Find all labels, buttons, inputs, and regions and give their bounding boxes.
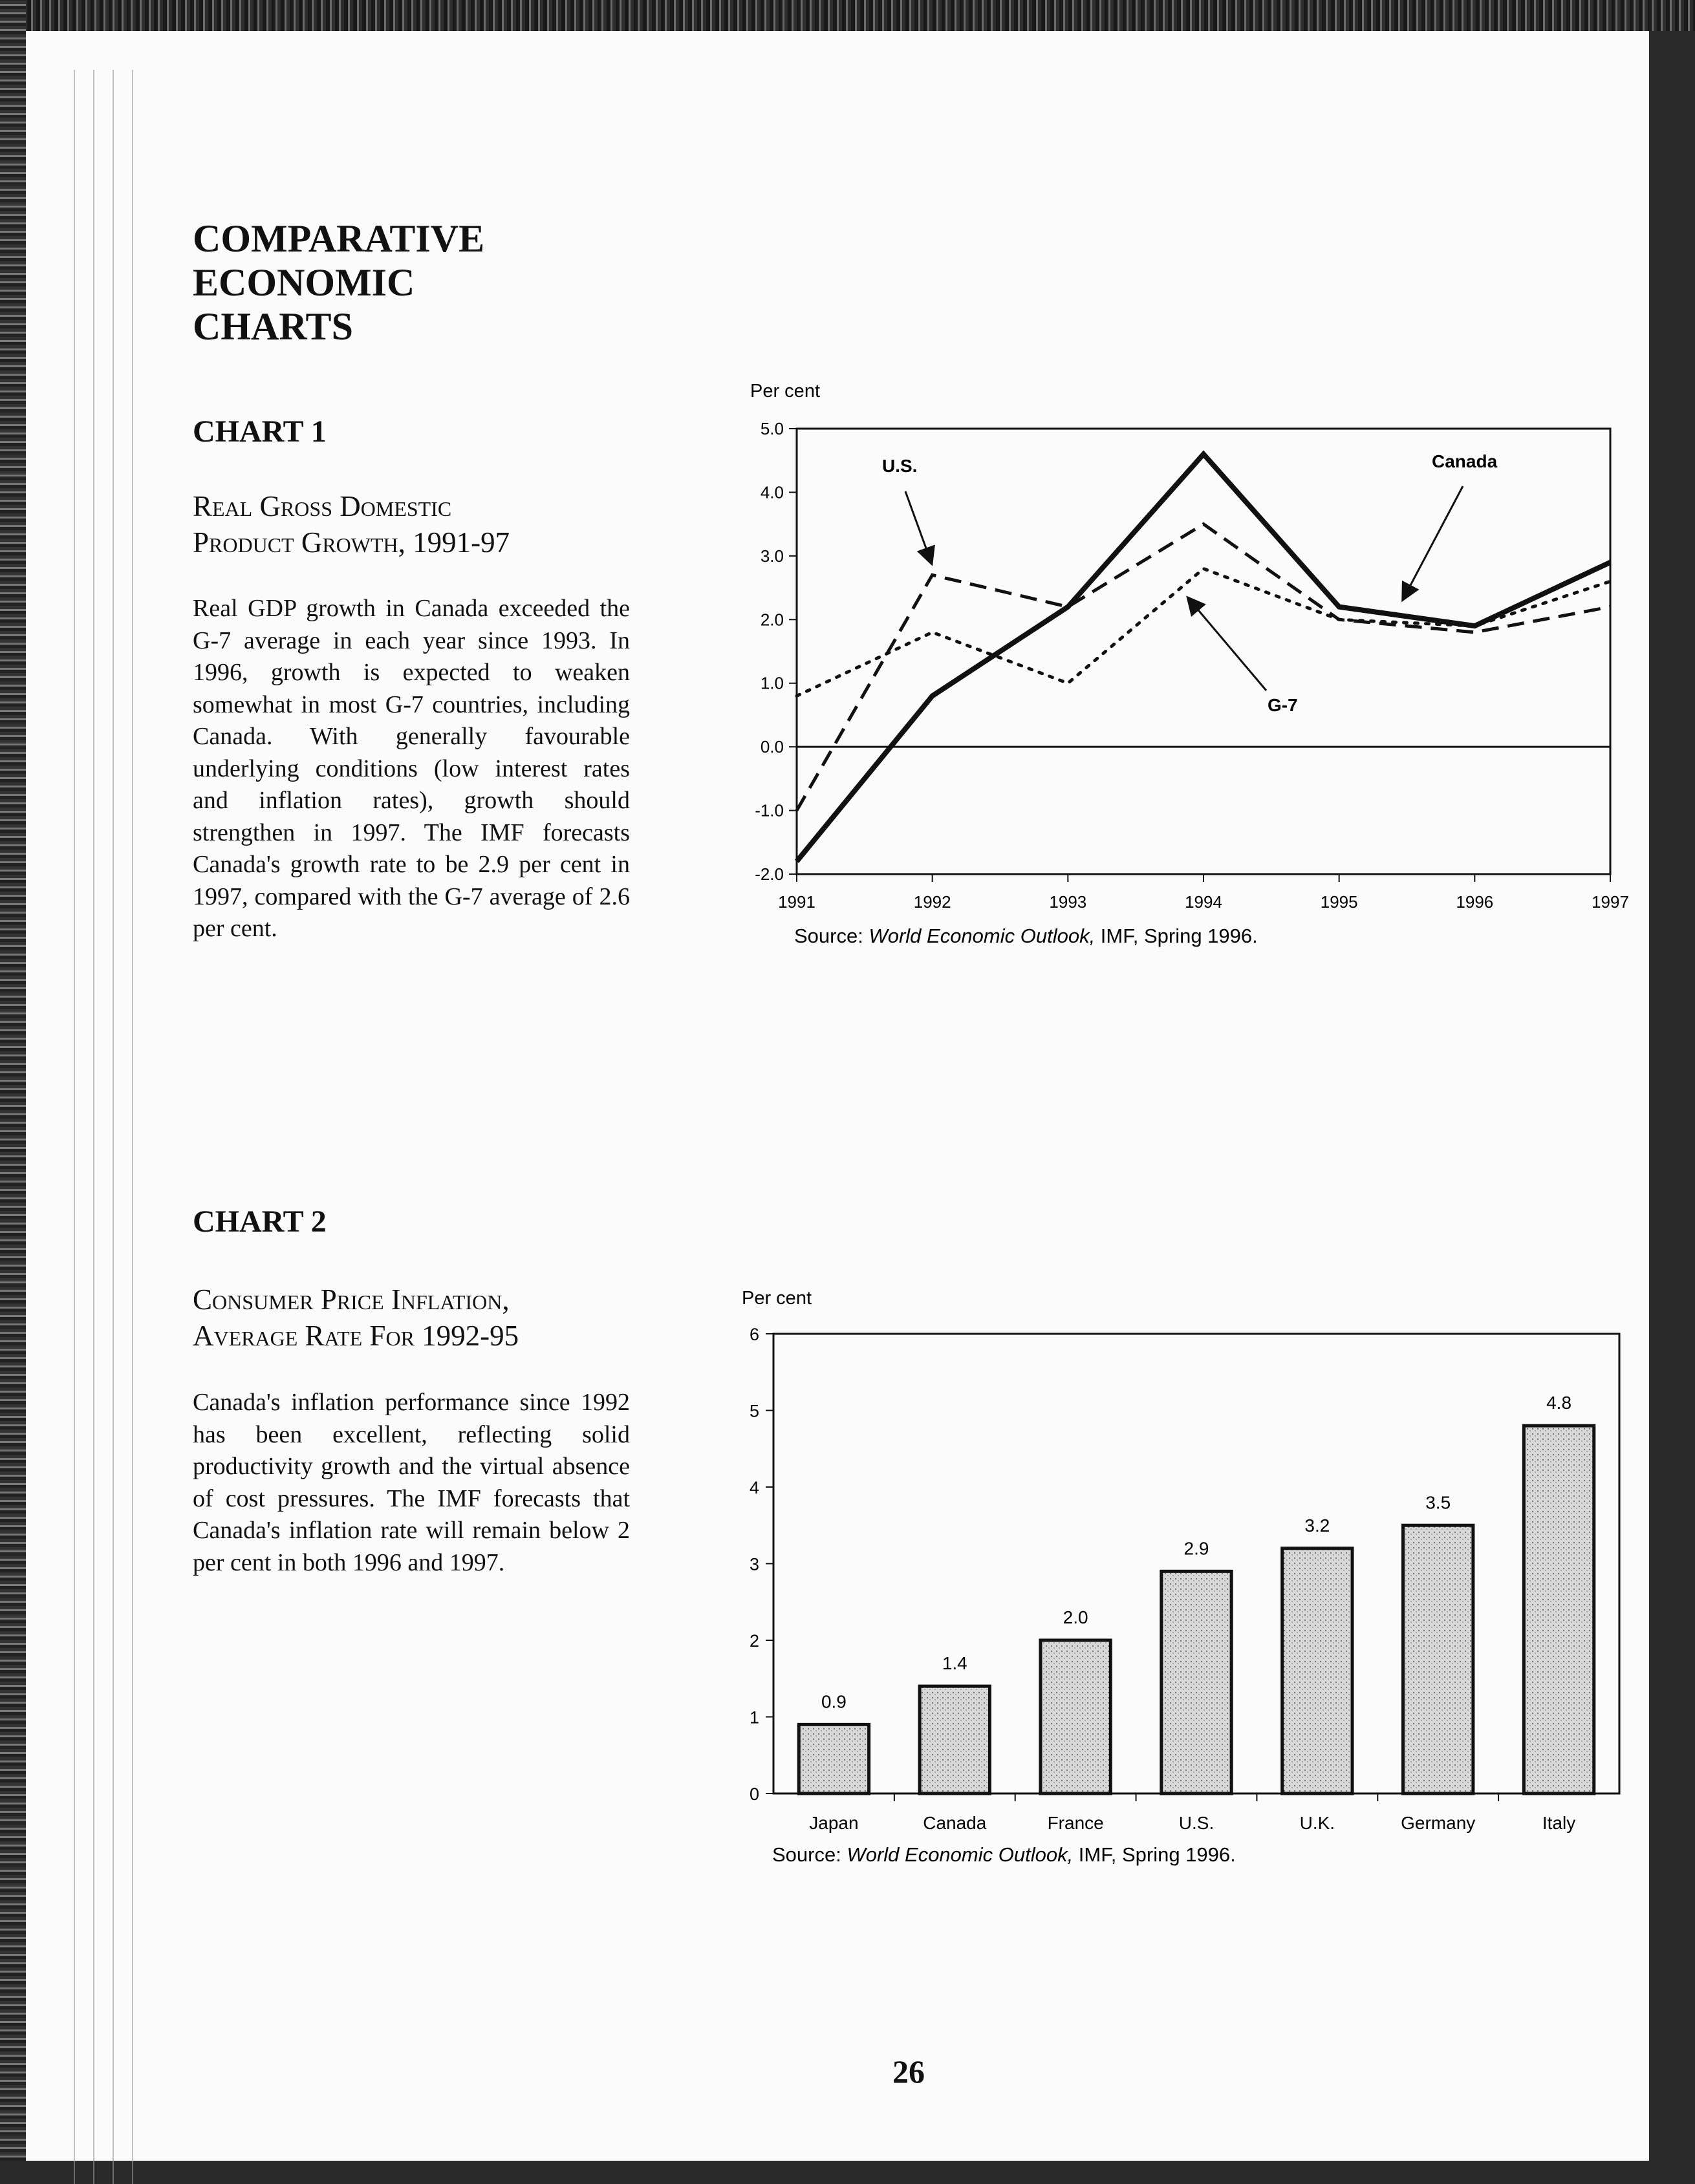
chart1-source: Source: World Economic Outlook, IMF, Spring 1996. <box>794 925 1258 947</box>
chart1-y-tick-label: 4.0 <box>760 482 784 502</box>
series-line-canada <box>797 454 1610 861</box>
chart1-x-tick-label: 1996 <box>1456 892 1494 912</box>
series-line-g-7 <box>797 569 1610 696</box>
chart2-x-tick-label: Japan <box>809 1813 859 1833</box>
chart2-x-tick-label: Germany <box>1401 1813 1476 1833</box>
chart1-x-tick-label: 1994 <box>1185 892 1222 912</box>
chart1-y-tick-label: 5.0 <box>760 419 784 438</box>
bar-france <box>1041 1640 1110 1793</box>
bar-u-k <box>1282 1548 1352 1793</box>
chart1-annotations <box>882 451 1498 715</box>
chart1-y-axis-label: Per cent <box>750 381 820 401</box>
annotation-canada-arrow <box>1403 486 1463 599</box>
bar-value-label: 3.5 <box>1425 1492 1451 1513</box>
chart2-y-tick-label: 1 <box>749 1708 759 1728</box>
chart1-y-tick-label: 2.0 <box>760 610 784 630</box>
bar-value-label: 4.8 <box>1546 1393 1572 1413</box>
chart2-subtitle-line2: Average Rate For 1992-95 <box>193 1320 519 1352</box>
bar-italy <box>1524 1426 1593 1793</box>
chart2-x-tick-label: U.S. <box>1178 1813 1215 1833</box>
chart2-y-tick-label: 4 <box>749 1478 759 1497</box>
chart1-y-tick-label: -1.0 <box>755 800 784 820</box>
bar-canada <box>920 1686 989 1793</box>
chart1-y-tick-label: -2.0 <box>755 864 784 884</box>
chart1-plot-frame <box>797 429 1610 874</box>
chart2-description: Canada's inflation performance since 1992 has been excellent, reflecting solid productivity growth and the virtual absence of cost pressures. The IMF forecasts that Canada's inflation rate will remain below 2 per cent in both 1996 and 1997. <box>193 1389 630 1576</box>
chart1-y-tick-label: 3.0 <box>760 546 784 566</box>
bar-u-s <box>1161 1571 1231 1793</box>
bar-japan <box>799 1724 869 1793</box>
annotation-us-arrow <box>905 491 931 562</box>
inflation-bar-chart <box>0 1267 1695 1881</box>
chart2-x-tick-label: Canada <box>923 1813 987 1833</box>
annotation-us-label: U.S. <box>882 456 918 476</box>
chart2-y-tick-label: 0 <box>749 1784 759 1804</box>
chart1-subtitle-line1: Real Gross Domestic <box>193 490 452 522</box>
chart1-x-tick-label: 1992 <box>913 892 951 912</box>
bar-value-label: 3.2 <box>1304 1515 1330 1536</box>
page-title: COMPARATIVE ECONOMIC CHARTS <box>193 217 485 348</box>
bar-germany <box>1403 1525 1473 1793</box>
chart2-x-tick-label: France <box>1047 1813 1104 1833</box>
gdp-growth-line-chart <box>0 0 1695 983</box>
chart2-y-axis-label: Per cent <box>742 1288 812 1309</box>
chart1-description: Real GDP growth in Canada exceeded the G-7 average in each year since 1993. In 1996, growth is expected to weaken somewhat in most G-7 countries, including Canada. With generally favourable underlying conditions (low interest rates and inflation rates), growth should strengthen in 1997. The IMF forecasts Canada's growth rate to be 2.9 per cent in 1997, compared with the G-7 average of 2.6 per cent. <box>193 595 630 942</box>
chart1-x-tick-label: 1991 <box>778 892 815 912</box>
annotation-g7-arrow <box>1189 599 1266 691</box>
chart1-x-tick-label: 1993 <box>1049 892 1087 912</box>
bar-value-label: 2.9 <box>1183 1538 1209 1559</box>
chart2-y-tick-label: 3 <box>749 1554 759 1574</box>
bar-value-label: 0.9 <box>821 1691 847 1712</box>
chart1-y-tick-label: 0.0 <box>760 737 784 757</box>
series-line-u-s <box>797 524 1610 811</box>
chart1-x-tick-label: 1997 <box>1592 892 1629 912</box>
chart1-x-tick-label: 1995 <box>1320 892 1358 912</box>
bar-value-label: 2.0 <box>1063 1607 1088 1627</box>
bar-value-label: 1.4 <box>942 1653 967 1674</box>
chart2-y-tick-label: 2 <box>749 1631 759 1651</box>
chart1-subtitle-line2: Product Growth, 1991-97 <box>193 526 510 559</box>
annotation-g7-label: G-7 <box>1268 695 1298 715</box>
chart2-x-tick-label: U.K. <box>1299 1813 1335 1833</box>
chart1-y-tick-label: 1.0 <box>760 673 784 693</box>
chart2-source: Source: World Economic Outlook, IMF, Spring 1996. <box>772 1843 1236 1866</box>
annotation-canada-label: Canada <box>1432 451 1498 471</box>
page-number: 26 <box>892 2053 925 2090</box>
chart2-y-tick-label: 5 <box>749 1401 759 1421</box>
chart2-x-tick-label: Italy <box>1542 1813 1576 1833</box>
chart1-label: CHART 1 <box>193 414 327 449</box>
chart2-subtitle-line1: Consumer Price Inflation, <box>193 1283 510 1316</box>
chart2-y-tick-label: 6 <box>749 1325 759 1344</box>
chart2-label: CHART 2 <box>193 1204 327 1239</box>
